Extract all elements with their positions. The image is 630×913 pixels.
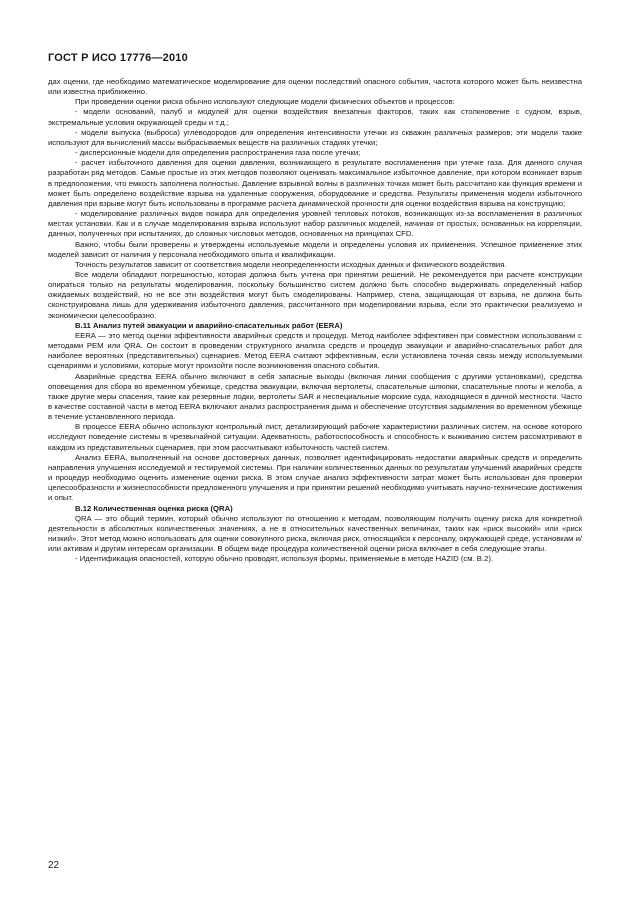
- section-heading-b11: В.11 Анализ путей эвакуации и аварийно-спасательных работ (EERA): [75, 320, 343, 330]
- paragraph: EERA — это метод оценки эффективности аварийных средств и процедур. Метод наиболее эффективен при совместном использовании с методами PEM или QRA. Он состоит в проведении структурного анализа средств и процедур эвакуации и аварийно-спасательных работ для наиболее вероятных (представительных) сценариев. Метод EERA считают эффективным, если установлена точная связь между используемыми сценариями и условиями, которые могут произойти после возникновения опасного события.: [48, 330, 582, 371]
- page-number: 22: [48, 860, 60, 871]
- paragraph: Важно, чтобы были проверены и утверждены используемые модели и определены условия их применения. Успешное применение этих моделей зависит от наличия у персонала необходимого опыта и квалификации.: [48, 239, 582, 259]
- list-item: - модели выпуска (выброса) углеводородов для определения интенсивности утечки из скважин различных размеров; эти модели также используют для вычислений массы выбрасываемых веществ на различных стадиях утечки;: [48, 127, 582, 147]
- list-item: - расчет избыточного давления для оценки давления, возникающего в результате воспламенения при утечке газа. Для данного случая разработан ряд методов. Самые простые из этих методов позволяют оценивать максимальное избыточное давление, при котором возникает взрыв в предположении, что емкость заполнена полностью. Давление взрывной волны в различных точках может быть рассчитано как функция времени и может быть определено воздействие взрыва на удаленные сооружения, оборудование и средства. Результаты применения модели избыточного давления при взрыве могут быть использованы в программе расчета динамической прочности для оценки воздействия взрыва на конструкцию;: [48, 158, 582, 208]
- page-header-title: ГОСТ Р ИСО 17776—2010: [48, 52, 188, 64]
- paragraph: Точность результатов зависит от соответствия модели неопределенности исходных данных и физического воздействия.: [75, 259, 507, 269]
- list-item: - Идентификация опасностей, которую обычно проводят, используя формы, применяемые в методе HAZID (см. В.2).: [75, 554, 494, 564]
- paragraph: QRA — это общий термин, который обычно используют по отношению к методам, позволяющим получить оценку риска для конкретной деятельности в абсолютных количественных значениях, а не в относительных качественных величинах, таких как «риск высокий» или «риск низкий». Этот метод можно использовать для оценки совокупного риска, включая риск, относящийся к персоналу, окружающей среде, установкам и/или активам и другим интересам организации. В общем виде процедура количественной оценки риска включает в себя следующие этапы.: [48, 513, 582, 554]
- list-item: - моделирование различных видов пожара для определения уровней тепловых потоков, возникающих из-за воспламенения в различных местах установки. Как и в случае моделирования взрыва используют набор различных моделей, начиная от простых, основанных на корреляции, данных, полученных при испытаниях, до сложных числовых методов, основанных на принципах CFD.: [48, 209, 582, 239]
- paragraph: В процессе EERA обычно используют контрольный лист, детализирующий рабочие характеристики различных систем, на основе которого исследуют поведение системы в чрезвычайной ситуации. Адекватность, работоспособность и способность к выживанию систем рассматривают в каждом из представительных сценариев, при этом рассчитывают избыточность частей систем.: [48, 422, 582, 452]
- paragraph: дах оценки, где необходимо математическое моделирование для оценки последствий опасного события, частота которого может быть неизвестна или известна приближенно.: [48, 77, 582, 97]
- paragraph: Анализ EERA, выполненный на основе достоверных данных, позволяет идентифицировать недостатки аварийных средств и определить направления улучшения исследуемой и тестируемой системы. При наличии количественных данных по результатам улучшений аварийных средств и процедур необходимо оценить изменение оценки риска. В этом случае анализ эффективности затрат может быть использован для проверки целесообразности и жизнеспособности предложенного улучшения и при принятии решений необходимо учитывать научно-технические достижения и опыт.: [48, 452, 582, 503]
- section-heading-b12: В.12 Количественная оценка риска (QRA): [75, 503, 233, 513]
- paragraph: Аварийные средства EERA обычно включают в себя запасные выходы (включая линии сообщения с другими установками), средства оповещения для сбора во временном убежище, средства эвакуации, включая вертолеты, спасательные шлюпки, спасательные плоты и желоба, а также другие меры спасения, такие как резервные лодки, вертолеты SAR и неспециальные морские суда, находящиеся в данной местности. Часто в качестве составной части в метод EERA включают анализ распространения дыма и обеспечение отсутствия задымления во временном убежище в течение установленного периода.: [48, 371, 582, 422]
- page-body: [48, 77, 582, 565]
- paragraph: Все модели обладают погрешностью, которая должна быть учтена при принятии решений. Не рекомендуется при расчете конструкции опираться только на результаты моделирования, поскольку большинство систем должно быть способно выдерживать определенный набор ожидаемых воздействий, но не все эти воздействия могут быть смоделированы. Например, стена, защищающая от взрыва, не должна быть сконструирована лишь для удерживания избыточного давления, рассчитанного при моделировании взрыва, если это практически реализуемо и экономически целесообразно.: [48, 269, 582, 320]
- list-item: - модели оснований, палуб и модулей для оценки воздействия внезапных факторов, таких как столкновение с судном, взрыв, экстремальные условия окружающей среды и т.д.;: [48, 107, 582, 127]
- paragraph: При проведении оценки риска обычно используют следующие модели физических объектов и процессов:: [75, 97, 455, 107]
- list-item: - дисперсионные модели для определения распространения газа после утечки;: [75, 148, 361, 158]
